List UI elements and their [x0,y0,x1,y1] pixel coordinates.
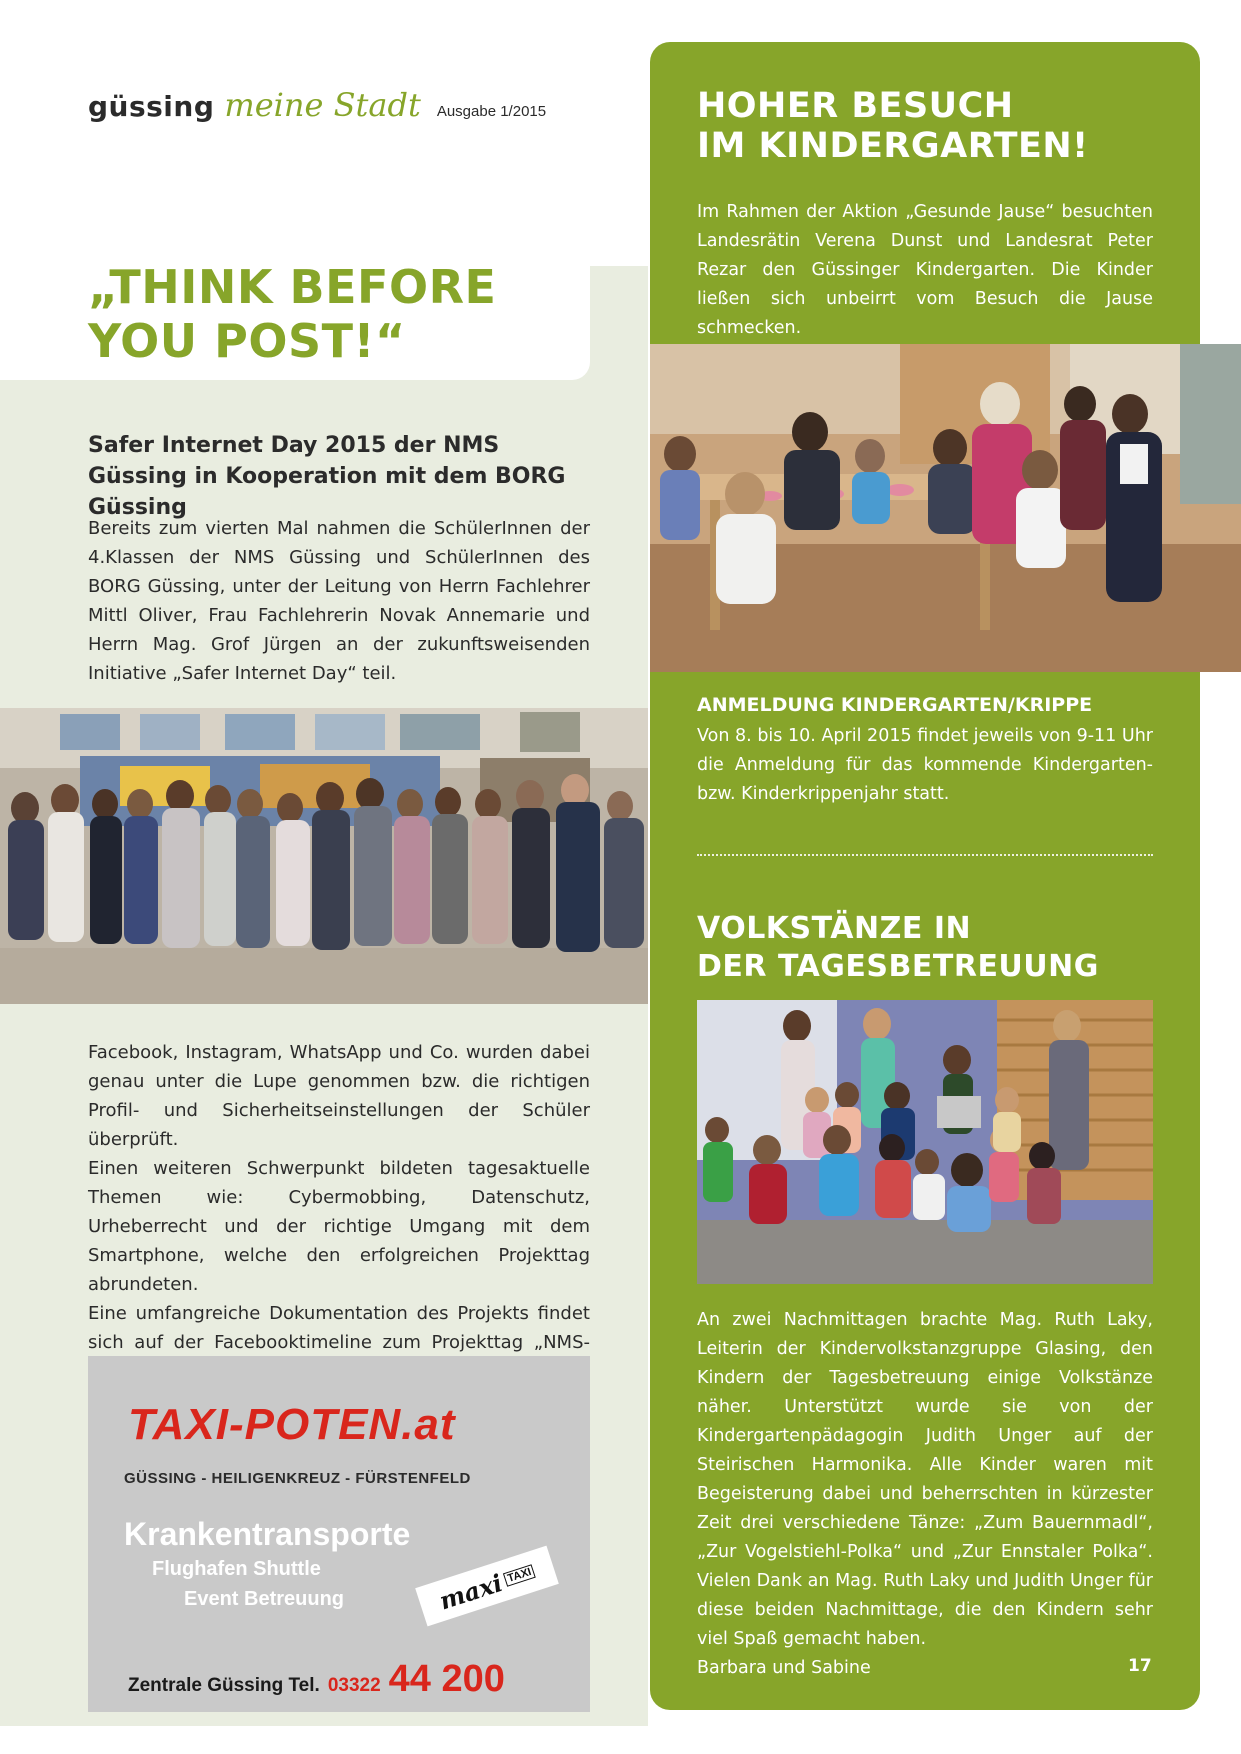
article-title-hoher-besuch [697,86,1089,166]
article-paragraph-1: Bereits zum vierten Mal nahmen die SchülerInnen der 4.Klassen der NMS Güssing und SchülerInnen des BORG Güssing, unter der Leitung von Herrn Fachlehrer Mittl Oliver, Frau Fachlehrerin Novak Annemarie und Herrn Mag. Grof Jürgen an der zukunftsweisenden Initiative „Safer Internet Day“ teil. [88,518,590,684]
photo-folk-dance-group [697,1000,1153,1284]
phone-label: Zentrale Güssing Tel. [128,1675,320,1696]
title-line-1: „THINK BEFORE [88,260,497,314]
maxi-label: maxi [435,1567,506,1616]
photo-students-group [0,708,648,1004]
brand-script: meine Stadt [224,86,421,124]
ad-service-shuttle: Flughafen Shuttle [152,1558,321,1580]
issue-label: Ausgabe 1/2015 [436,103,547,120]
kindergarten-paragraph: Im Rahmen der Aktion „Gesunde Jause“ besuchten Landesrätin Verena Dunst und Landesrat Peter Rezar den Güssinger Kindergarten. Die Kinder ließen sich unbeirrt vom Besuch die Jause schmecken. [697,202,1153,338]
article-title-volkstaenze [697,910,1099,986]
brand-name: güssing [88,90,215,123]
title-line-2: IM KINDERGARTEN! [697,126,1089,166]
paragraph-2-part-b: Einen weiteren Schwerpunkt bildeten tagesaktuelle Themen wie: Cybermobbing, Datenschutz, Urheberrecht und der richtige Umgang mit dem Smartphone, welche den erfolgreichen Projekttag abrundeten. [88,1158,590,1295]
taxi-poten-logo [128,1400,456,1450]
phone-prefix: 03322 [327,1675,381,1696]
title-line-1: VOLKSTÄNZE IN [697,911,972,946]
phone-number: 44 200 [388,1658,505,1700]
dotted-divider [697,854,1153,856]
logo-domain: -POTEN.at [228,1400,456,1449]
registration-paragraph: Von 8. bis 10. April 2015 findet jeweils von 9-11 Uhr die Anmeldung für das kommende Kindergarten- bzw. Kinderkrippenjahr statt. [697,726,1153,804]
ad-phone-line [128,1658,505,1701]
ad-service-event: Event Betreuung [184,1588,345,1610]
folk-dance-text: An zwei Nachmittagen brachte Mag. Ruth Laky, Leiterin der Kindervolkstanzgruppe Glasing, den Kindern der Tagesbetreuung einige Volkstänze näher. Unterstützt wurde sie von der Kindergartenpädagogin Judith Unger auf der Steirischen Harmonika. Alle Kinder waren mit Begeisterung dabei und beherrschten in kürzester Zeit drei verschiedene Tänze: „Zum Bauernmadl“, „Zur Vogelstiehl-Polka“ und „Zur Ennstaler Polka“. Vielen Dank an Mag. Ruth Laky und Judith Unger für diese beiden Nachmittage, die den Kindern sehr viel Spaß gemacht haben. [697,1310,1153,1649]
ad-service-main: Krankentransporte [124,1516,411,1552]
article-title-think-before-you-post [88,260,496,368]
masthead [88,86,546,124]
signature: Barbara und Sabine [697,1658,871,1678]
article-paragraph-2 [88,1038,590,1386]
registration-heading: ANMELDUNG KINDERGARTEN/KRIPPE [697,694,1093,716]
folk-dance-paragraph [697,1306,1153,1683]
taxi-poten-advertisement [88,1356,590,1712]
paragraph-2-part-a: Facebook, Instagram, WhatsApp und Co. wurden dabei genau unter die Lupe genommen bzw. die richtigen Profil- und Sicherheitseinstellungen der Schüler überprüft. [88,1042,590,1150]
title-line-2: DER TAGESBETREUUNG [697,949,1099,984]
photo-kindergarten-visit [650,344,1241,672]
article-subtitle: Safer Internet Day 2015 der NMS Güssing in Kooperation mit dem BORG Güssing [88,433,566,520]
title-line-1: HOHER BESUCH [697,86,1014,126]
maxi-taxi-tag: TAXI [503,1564,536,1587]
page-number: 17 [1128,1656,1152,1676]
logo-taxi: TAXI [128,1400,229,1449]
title-line-2: YOU POST!“ [88,314,406,368]
maxi-taxi-logo [415,1546,559,1627]
paragraph-2-part-c: Eine umfangreiche Dokumentation des Projekts findet sich auf der Facebooktimeline zum Projekttag „NMS- [88,1303,590,1353]
ad-locations: GÜSSING - HEILIGENKREUZ - FÜRSTENFELD [124,1470,471,1487]
